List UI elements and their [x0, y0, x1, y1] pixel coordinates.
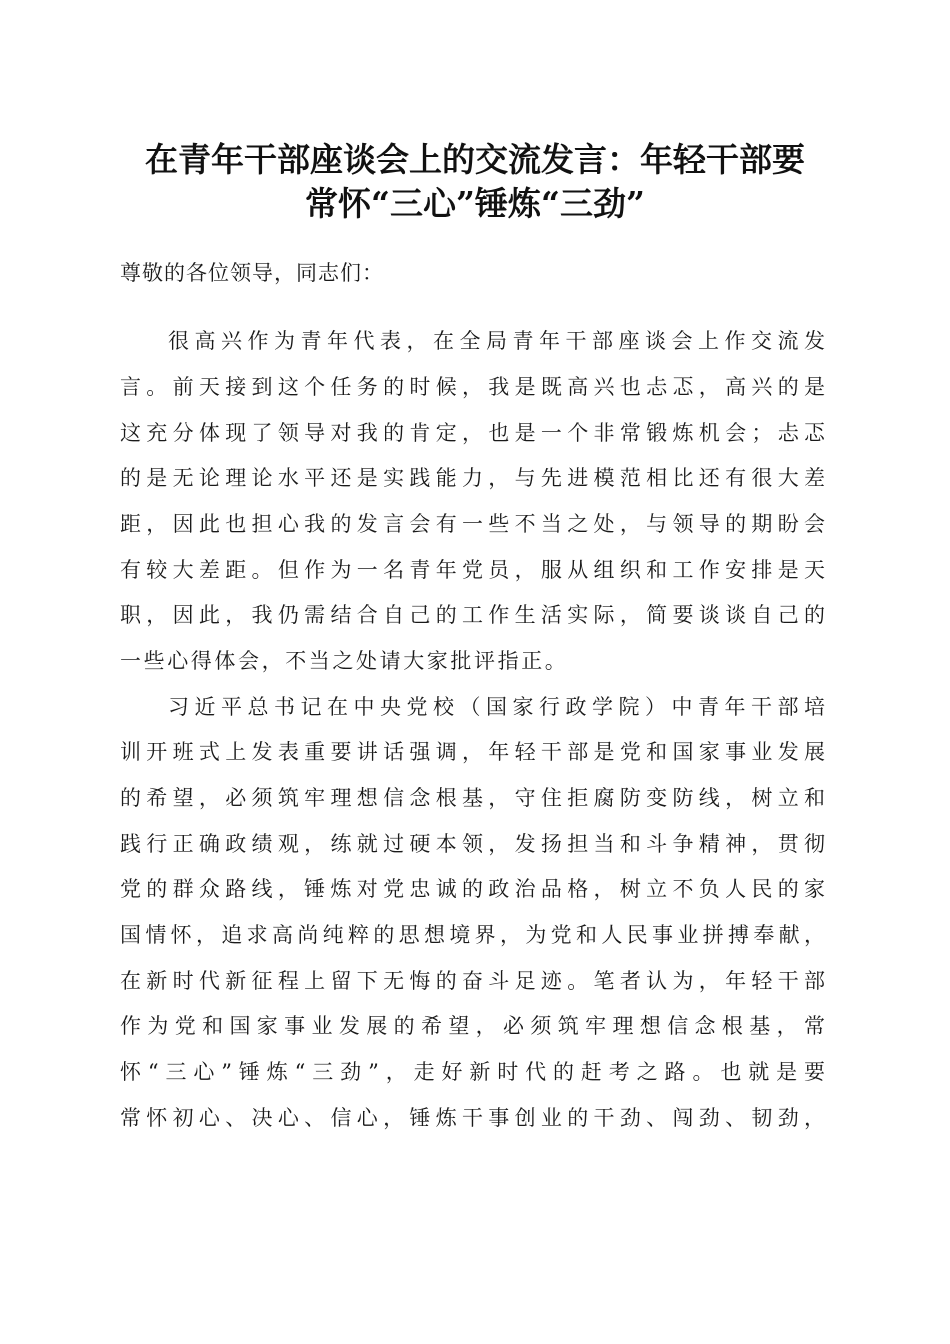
paragraph-1-line: 距，因此也担心我的发言会有一些不当之处，与领导的期盼会 [120, 512, 825, 536]
paragraph-1-line: 言。前天接到这个任务的时候，我是既高兴也忐忑，高兴的是 [120, 375, 825, 399]
paragraph-2-line: 常怀初心、决心、信心，锤炼干事创业的干劲、闯劲、韧劲， [120, 1106, 825, 1130]
paragraph-2-line: 党的群众路线，锤炼对党忠诚的政治品格，树立不负人民的家 [120, 877, 825, 901]
document-title-line-1: 在青年干部座谈会上的交流发言：年轻干部要 [145, 140, 805, 179]
paragraph-2-line: 怀“三心”锤炼“三劲”，走好新时代的赶考之路。也就是要 [120, 1060, 825, 1084]
paragraph-1-line: 很高兴作为青年代表，在全局青年干部座谈会上作交流发 [168, 329, 825, 353]
paragraph-1-line: 这充分体现了领导对我的肯定，也是一个非常锻炼机会；忐忑 [120, 421, 825, 445]
paragraph-1-line: 职，因此，我仍需结合自己的工作生活实际，简要谈谈自己的 [120, 603, 825, 627]
paragraph-1-line: 的是无论理论水平还是实践能力，与先进模范相比还有很大差 [120, 466, 825, 490]
paragraph-1-line: 一些心得体会，不当之处请大家批评指正。 [120, 649, 569, 673]
greeting: 尊敬的各位领导，同志们： [120, 261, 384, 285]
paragraph-2-line: 训开班式上发表重要讲话强调，年轻干部是党和国家事业发展 [120, 740, 825, 764]
paragraph-2-line: 习近平总书记在中央党校（国家行政学院）中青年干部培 [168, 695, 825, 719]
paragraph-2-line: 的希望，必须筑牢理想信念根基，守住拒腐防变防线，树立和 [120, 786, 825, 810]
paragraph-1-line: 有较大差距。但作为一名青年党员，服从组织和工作安排是天 [120, 558, 825, 582]
paragraph-2-line: 国情怀，追求高尚纯粹的思想境界，为党和人民事业拼搏奉献， [120, 923, 825, 947]
paragraph-2-line: 在新时代新征程上留下无悔的奋斗足迹。笔者认为，年轻干部 [120, 969, 825, 993]
paragraph-2-line: 践行正确政绩观，练就过硬本领，发扬担当和斗争精神，贯彻 [120, 832, 825, 856]
paragraph-2-line: 作为党和国家事业发展的希望，必须筑牢理想信念根基，常 [120, 1014, 825, 1038]
document-title-line-2: 常怀“三心”锤炼“三劲” [305, 184, 645, 223]
